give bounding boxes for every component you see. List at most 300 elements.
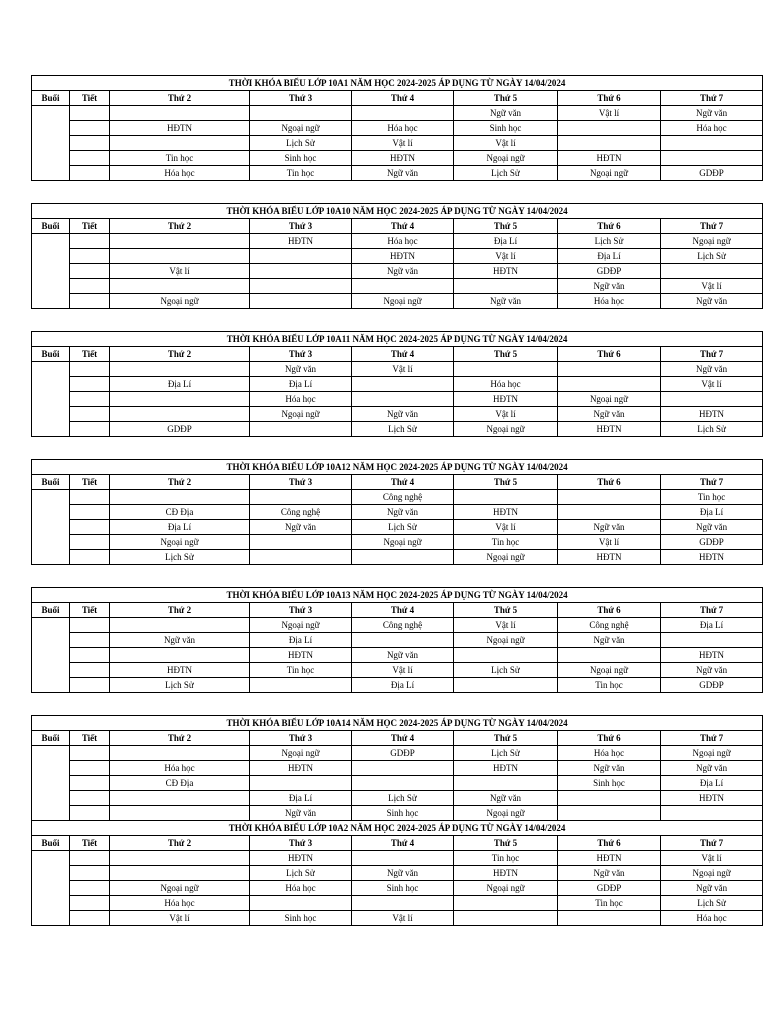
table-spacer xyxy=(31,309,726,331)
subject-cell xyxy=(352,633,454,648)
subject-cell: Hóa học xyxy=(352,234,454,249)
subject-cell: Ngoại ngữ xyxy=(454,806,558,821)
subject-cell: Tin học xyxy=(110,151,250,166)
subject-cell: Sinh học xyxy=(352,881,454,896)
table-row xyxy=(32,279,763,294)
subject-cell: Ngoại ngữ xyxy=(250,746,352,761)
subject-cell xyxy=(110,806,250,821)
column-header: Tiết xyxy=(70,603,110,618)
subject-cell xyxy=(558,806,661,821)
table-row xyxy=(32,648,763,663)
subject-cell: Địa Lí xyxy=(661,505,763,520)
subject-cell xyxy=(352,761,454,776)
period-cell xyxy=(70,851,110,866)
period-cell xyxy=(70,550,110,565)
timetable xyxy=(31,587,763,693)
timetable-sheet xyxy=(31,75,731,926)
subject-cell: Tin học xyxy=(661,490,763,505)
subject-cell: Tin học xyxy=(558,896,661,911)
subject-cell: Ngoại ngữ xyxy=(250,407,352,422)
column-header: Thứ 2 xyxy=(110,475,250,490)
table-row xyxy=(32,806,763,821)
subject-cell: GDĐP xyxy=(352,746,454,761)
subject-cell xyxy=(558,490,661,505)
subject-cell xyxy=(352,106,454,121)
subject-cell xyxy=(250,264,352,279)
subject-cell: Ngoại ngữ xyxy=(454,881,558,896)
column-header: Tiết xyxy=(70,219,110,234)
subject-cell: HĐTN xyxy=(558,550,661,565)
subject-cell: Sinh học xyxy=(558,776,661,791)
subject-cell: Ngoại ngữ xyxy=(352,535,454,550)
subject-cell: Vật lí xyxy=(454,249,558,264)
subject-cell xyxy=(110,791,250,806)
column-header: Thứ 6 xyxy=(558,603,661,618)
column-header: Thứ 7 xyxy=(661,91,763,106)
subject-cell xyxy=(352,377,454,392)
table-row xyxy=(32,490,763,505)
table-row xyxy=(32,234,763,249)
timetable xyxy=(31,459,763,565)
subject-cell: HĐTN xyxy=(661,407,763,422)
subject-cell: Ngữ văn xyxy=(558,866,661,881)
subject-cell: GDĐP xyxy=(110,422,250,437)
subject-cell xyxy=(558,911,661,926)
timetable xyxy=(31,75,763,181)
period-cell xyxy=(70,377,110,392)
subject-cell: Ngữ văn xyxy=(250,362,352,377)
table-row xyxy=(32,249,763,264)
subject-cell: GDĐP xyxy=(558,881,661,896)
table-row xyxy=(32,535,763,550)
subject-cell xyxy=(110,648,250,663)
period-cell xyxy=(70,234,110,249)
column-header: Thứ 2 xyxy=(110,219,250,234)
session-cell xyxy=(32,362,70,437)
subject-cell xyxy=(661,264,763,279)
subject-cell xyxy=(110,490,250,505)
subject-cell xyxy=(661,392,763,407)
column-header: Tiết xyxy=(70,347,110,362)
subject-cell: Ngoại ngữ xyxy=(454,422,558,437)
subject-cell: HĐTN xyxy=(250,648,352,663)
subject-cell xyxy=(352,776,454,791)
column-header: Tiết xyxy=(70,91,110,106)
subject-cell: Ngữ văn xyxy=(661,520,763,535)
period-cell xyxy=(70,422,110,437)
timetable xyxy=(31,715,763,821)
subject-cell xyxy=(250,422,352,437)
subject-cell: Lịch Sử xyxy=(110,678,250,693)
subject-cell: Tin học xyxy=(558,678,661,693)
subject-cell xyxy=(454,776,558,791)
subject-cell: Địa Lí xyxy=(661,618,763,633)
column-header: Thứ 3 xyxy=(250,731,352,746)
table-row xyxy=(32,663,763,678)
subject-cell xyxy=(110,362,250,377)
timetable xyxy=(31,331,763,437)
column-header: Thứ 5 xyxy=(454,347,558,362)
subject-cell: HĐTN xyxy=(250,234,352,249)
column-header: Thứ 4 xyxy=(352,347,454,362)
subject-cell: Ngữ văn xyxy=(352,866,454,881)
table-row xyxy=(32,422,763,437)
period-cell xyxy=(70,648,110,663)
table-row xyxy=(32,136,763,151)
subject-cell: Hóa học xyxy=(661,121,763,136)
timetable-title: THỜI KHÓA BIỂU LỚP 10A13 NĂM HỌC 2024-2025 ÁP DỤNG TỪ NGÀY 14/04/2024 xyxy=(32,588,763,603)
table-row xyxy=(32,166,763,181)
subject-cell: Ngoại ngữ xyxy=(110,535,250,550)
subject-cell xyxy=(250,535,352,550)
period-cell xyxy=(70,249,110,264)
column-header: Thứ 4 xyxy=(352,91,454,106)
column-header: Buổi xyxy=(32,475,70,490)
subject-cell xyxy=(110,392,250,407)
period-cell xyxy=(70,121,110,136)
subject-cell: Vật lí xyxy=(352,362,454,377)
subject-cell xyxy=(250,678,352,693)
subject-cell: Hóa học xyxy=(454,377,558,392)
period-cell xyxy=(70,106,110,121)
subject-cell: Vật lí xyxy=(352,136,454,151)
subject-cell: Tin học xyxy=(250,663,352,678)
period-cell xyxy=(70,633,110,648)
subject-cell: GDĐP xyxy=(661,166,763,181)
timetable-title: THỜI KHÓA BIỂU LỚP 10A2 NĂM HỌC 2024-2025 ÁP DỤNG TỪ NGÀY 14/04/2024 xyxy=(32,821,763,836)
subject-cell: Địa Lí xyxy=(250,377,352,392)
period-cell xyxy=(70,392,110,407)
subject-cell xyxy=(558,791,661,806)
subject-cell xyxy=(110,106,250,121)
subject-cell: Địa Lí xyxy=(352,678,454,693)
table-row xyxy=(32,121,763,136)
subject-cell: HĐTN xyxy=(352,151,454,166)
subject-cell xyxy=(250,776,352,791)
subject-cell: Lịch Sử xyxy=(352,422,454,437)
table-row xyxy=(32,362,763,377)
column-header: Thứ 7 xyxy=(661,731,763,746)
column-header: Thứ 3 xyxy=(250,219,352,234)
table-row xyxy=(32,618,763,633)
table-row xyxy=(32,791,763,806)
column-header: Thứ 5 xyxy=(454,91,558,106)
table-row xyxy=(32,896,763,911)
subject-cell: Ngữ văn xyxy=(352,407,454,422)
period-cell xyxy=(70,663,110,678)
subject-cell: Ngữ văn xyxy=(352,264,454,279)
period-cell xyxy=(70,761,110,776)
column-header: Thứ 5 xyxy=(454,603,558,618)
subject-cell: Tin học xyxy=(250,166,352,181)
column-header: Thứ 6 xyxy=(558,219,661,234)
column-header: Buổi xyxy=(32,347,70,362)
subject-cell: HĐTN xyxy=(454,761,558,776)
subject-cell: Ngữ văn xyxy=(110,633,250,648)
table-row xyxy=(32,851,763,866)
subject-cell: HĐTN xyxy=(454,866,558,881)
period-cell xyxy=(70,618,110,633)
table-row xyxy=(32,264,763,279)
subject-cell xyxy=(110,249,250,264)
subject-cell: Vật lí xyxy=(661,377,763,392)
column-header: Buổi xyxy=(32,91,70,106)
subject-cell xyxy=(110,618,250,633)
subject-cell: Lịch Sử xyxy=(454,663,558,678)
subject-cell: Ngữ văn xyxy=(558,520,661,535)
session-cell xyxy=(32,618,70,693)
subject-cell: Vật lí xyxy=(661,851,763,866)
subject-cell: GDĐP xyxy=(558,264,661,279)
subject-cell: HĐTN xyxy=(558,151,661,166)
subject-cell xyxy=(250,550,352,565)
subject-cell: Lịch Sử xyxy=(352,520,454,535)
subject-cell: HĐTN xyxy=(661,550,763,565)
subject-cell: Sinh học xyxy=(250,151,352,166)
subject-cell: Ngữ văn xyxy=(250,520,352,535)
period-cell xyxy=(70,136,110,151)
column-header: Thứ 4 xyxy=(352,731,454,746)
subject-cell xyxy=(250,490,352,505)
table-row xyxy=(32,505,763,520)
subject-cell: Ngữ văn xyxy=(250,806,352,821)
period-cell xyxy=(70,881,110,896)
subject-cell: Hóa học xyxy=(110,761,250,776)
subject-cell xyxy=(250,294,352,309)
subject-cell: Ngữ văn xyxy=(352,166,454,181)
column-header: Buổi xyxy=(32,731,70,746)
subject-cell: Ngữ văn xyxy=(661,106,763,121)
subject-cell: Ngữ văn xyxy=(352,505,454,520)
column-header: Thứ 6 xyxy=(558,347,661,362)
subject-cell: Vật lí xyxy=(454,407,558,422)
subject-cell xyxy=(558,362,661,377)
period-cell xyxy=(70,490,110,505)
subject-cell: Lịch Sử xyxy=(661,249,763,264)
subject-cell: Lịch Sử xyxy=(250,136,352,151)
timetable-title: THỜI KHÓA BIỂU LỚP 10A12 NĂM HỌC 2024-2025 ÁP DỤNG TỪ NGÀY 14/04/2024 xyxy=(32,460,763,475)
table-row xyxy=(32,550,763,565)
subject-cell xyxy=(454,678,558,693)
table-row xyxy=(32,911,763,926)
column-header: Thứ 6 xyxy=(558,731,661,746)
subject-cell: Ngoại ngữ xyxy=(250,121,352,136)
column-header: Thứ 4 xyxy=(352,219,454,234)
subject-cell: Ngoại ngữ xyxy=(454,633,558,648)
subject-cell: HĐTN xyxy=(110,663,250,678)
column-header: Thứ 3 xyxy=(250,347,352,362)
subject-cell: Ngoại ngữ xyxy=(352,294,454,309)
subject-cell: Ngữ văn xyxy=(454,106,558,121)
subject-cell: Địa Lí xyxy=(454,234,558,249)
table-spacer xyxy=(31,693,726,715)
column-header: Thứ 7 xyxy=(661,836,763,851)
subject-cell: Ngữ văn xyxy=(661,362,763,377)
subject-cell xyxy=(352,896,454,911)
table-row xyxy=(32,106,763,121)
subject-cell: Hóa học xyxy=(352,121,454,136)
column-header: Buổi xyxy=(32,603,70,618)
subject-cell: Hóa học xyxy=(661,911,763,926)
subject-cell xyxy=(558,377,661,392)
session-cell xyxy=(32,234,70,309)
subject-cell: Ngoại ngữ xyxy=(454,550,558,565)
subject-cell: Ngoại ngữ xyxy=(558,166,661,181)
subject-cell: Tin học xyxy=(454,535,558,550)
column-header: Thứ 3 xyxy=(250,603,352,618)
subject-cell xyxy=(352,550,454,565)
period-cell xyxy=(70,776,110,791)
timetable-title: THỜI KHÓA BIỂU LỚP 10A11 NĂM HỌC 2024-2025 ÁP DỤNG TỪ NGÀY 14/04/2024 xyxy=(32,332,763,347)
subject-cell xyxy=(454,362,558,377)
period-cell xyxy=(70,362,110,377)
period-cell xyxy=(70,520,110,535)
subject-cell: Ngoại ngữ xyxy=(558,663,661,678)
table-row xyxy=(32,746,763,761)
column-header: Thứ 5 xyxy=(454,731,558,746)
subject-cell: Ngữ văn xyxy=(352,648,454,663)
subject-cell: Hóa học xyxy=(558,746,661,761)
subject-cell xyxy=(454,279,558,294)
column-header: Thứ 5 xyxy=(454,836,558,851)
subject-cell xyxy=(454,896,558,911)
period-cell xyxy=(70,896,110,911)
subject-cell xyxy=(352,279,454,294)
table-row xyxy=(32,392,763,407)
column-header: Tiết xyxy=(70,731,110,746)
subject-cell xyxy=(454,648,558,663)
column-header: Thứ 2 xyxy=(110,731,250,746)
subject-cell: CĐ Địa xyxy=(110,505,250,520)
period-cell xyxy=(70,866,110,881)
period-cell xyxy=(70,806,110,821)
subject-cell xyxy=(558,136,661,151)
column-header: Thứ 4 xyxy=(352,836,454,851)
subject-cell: Vật lí xyxy=(558,535,661,550)
subject-cell: Lịch Sử xyxy=(454,746,558,761)
subject-cell: Ngoại ngữ xyxy=(661,866,763,881)
period-cell xyxy=(70,407,110,422)
subject-cell: Hóa học xyxy=(250,392,352,407)
column-header: Thứ 5 xyxy=(454,475,558,490)
subject-cell: Vật lí xyxy=(110,911,250,926)
session-cell xyxy=(32,106,70,181)
subject-cell: Sinh học xyxy=(352,806,454,821)
subject-cell xyxy=(110,279,250,294)
subject-cell xyxy=(250,249,352,264)
subject-cell: HĐTN xyxy=(454,392,558,407)
subject-cell: Địa Lí xyxy=(250,791,352,806)
subject-cell: Ngữ văn xyxy=(661,663,763,678)
column-header: Thứ 4 xyxy=(352,475,454,490)
subject-cell: Ngoại ngữ xyxy=(454,151,558,166)
subject-cell xyxy=(558,648,661,663)
subject-cell: Vật lí xyxy=(558,106,661,121)
column-header: Thứ 2 xyxy=(110,347,250,362)
period-cell xyxy=(70,678,110,693)
subject-cell: Ngữ văn xyxy=(661,881,763,896)
timetable-title: THỜI KHÓA BIỂU LỚP 10A10 NĂM HỌC 2024-2025 ÁP DỤNG TỪ NGÀY 14/04/2024 xyxy=(32,204,763,219)
column-header: Buổi xyxy=(32,219,70,234)
subject-cell: Địa Lí xyxy=(110,520,250,535)
column-header: Buổi xyxy=(32,836,70,851)
subject-cell: Địa Lí xyxy=(558,249,661,264)
subject-cell: Lịch Sử xyxy=(250,866,352,881)
column-header: Thứ 5 xyxy=(454,219,558,234)
subject-cell xyxy=(110,746,250,761)
subject-cell xyxy=(661,136,763,151)
subject-cell: Hóa học xyxy=(110,166,250,181)
period-cell xyxy=(70,746,110,761)
subject-cell: Lịch Sử xyxy=(454,166,558,181)
subject-cell: HĐTN xyxy=(454,505,558,520)
subject-cell xyxy=(250,106,352,121)
subject-cell: Ngoại ngữ xyxy=(110,881,250,896)
subject-cell: Địa Lí xyxy=(661,776,763,791)
column-header: Thứ 3 xyxy=(250,836,352,851)
subject-cell: Lịch Sử xyxy=(110,550,250,565)
subject-cell: Lịch Sử xyxy=(352,791,454,806)
subject-cell xyxy=(558,505,661,520)
subject-cell: Công nghệ xyxy=(250,505,352,520)
table-row xyxy=(32,377,763,392)
column-header: Tiết xyxy=(70,475,110,490)
table-row xyxy=(32,151,763,166)
subject-cell: HĐTN xyxy=(661,791,763,806)
column-header: Thứ 6 xyxy=(558,91,661,106)
table-spacer xyxy=(31,181,726,203)
subject-cell: Hóa học xyxy=(110,896,250,911)
subject-cell: HĐTN xyxy=(352,249,454,264)
subject-cell: Tin học xyxy=(454,851,558,866)
period-cell xyxy=(70,791,110,806)
subject-cell: Vật lí xyxy=(454,136,558,151)
subject-cell: Ngữ văn xyxy=(558,407,661,422)
session-cell xyxy=(32,490,70,565)
subject-cell: Công nghệ xyxy=(352,490,454,505)
period-cell xyxy=(70,166,110,181)
table-row xyxy=(32,866,763,881)
table-row xyxy=(32,678,763,693)
subject-cell: Địa Lí xyxy=(110,377,250,392)
subject-cell: Vật lí xyxy=(454,520,558,535)
column-header: Thứ 6 xyxy=(558,475,661,490)
subject-cell xyxy=(110,234,250,249)
subject-cell: Sinh học xyxy=(250,911,352,926)
subject-cell: Ngoại ngữ xyxy=(661,746,763,761)
subject-cell: Ngữ văn xyxy=(558,279,661,294)
subject-cell: Vật lí xyxy=(661,279,763,294)
table-spacer xyxy=(31,565,726,587)
table-row xyxy=(32,776,763,791)
session-cell xyxy=(32,746,70,821)
column-header: Tiết xyxy=(70,836,110,851)
subject-cell xyxy=(661,806,763,821)
subject-cell: Ngữ văn xyxy=(558,633,661,648)
period-cell xyxy=(70,151,110,166)
subject-cell xyxy=(454,911,558,926)
subject-cell: Lịch Sử xyxy=(661,422,763,437)
subject-cell xyxy=(110,851,250,866)
subject-cell: HĐTN xyxy=(454,264,558,279)
subject-cell xyxy=(352,851,454,866)
timetable-title: THỜI KHÓA BIỂU LỚP 10A14 NĂM HỌC 2024-2025 ÁP DỤNG TỪ NGÀY 14/04/2024 xyxy=(32,716,763,731)
subject-cell xyxy=(110,866,250,881)
table-row xyxy=(32,407,763,422)
subject-cell: Lịch Sử xyxy=(558,234,661,249)
subject-cell: Vật lí xyxy=(454,618,558,633)
subject-cell: HĐTN xyxy=(250,761,352,776)
